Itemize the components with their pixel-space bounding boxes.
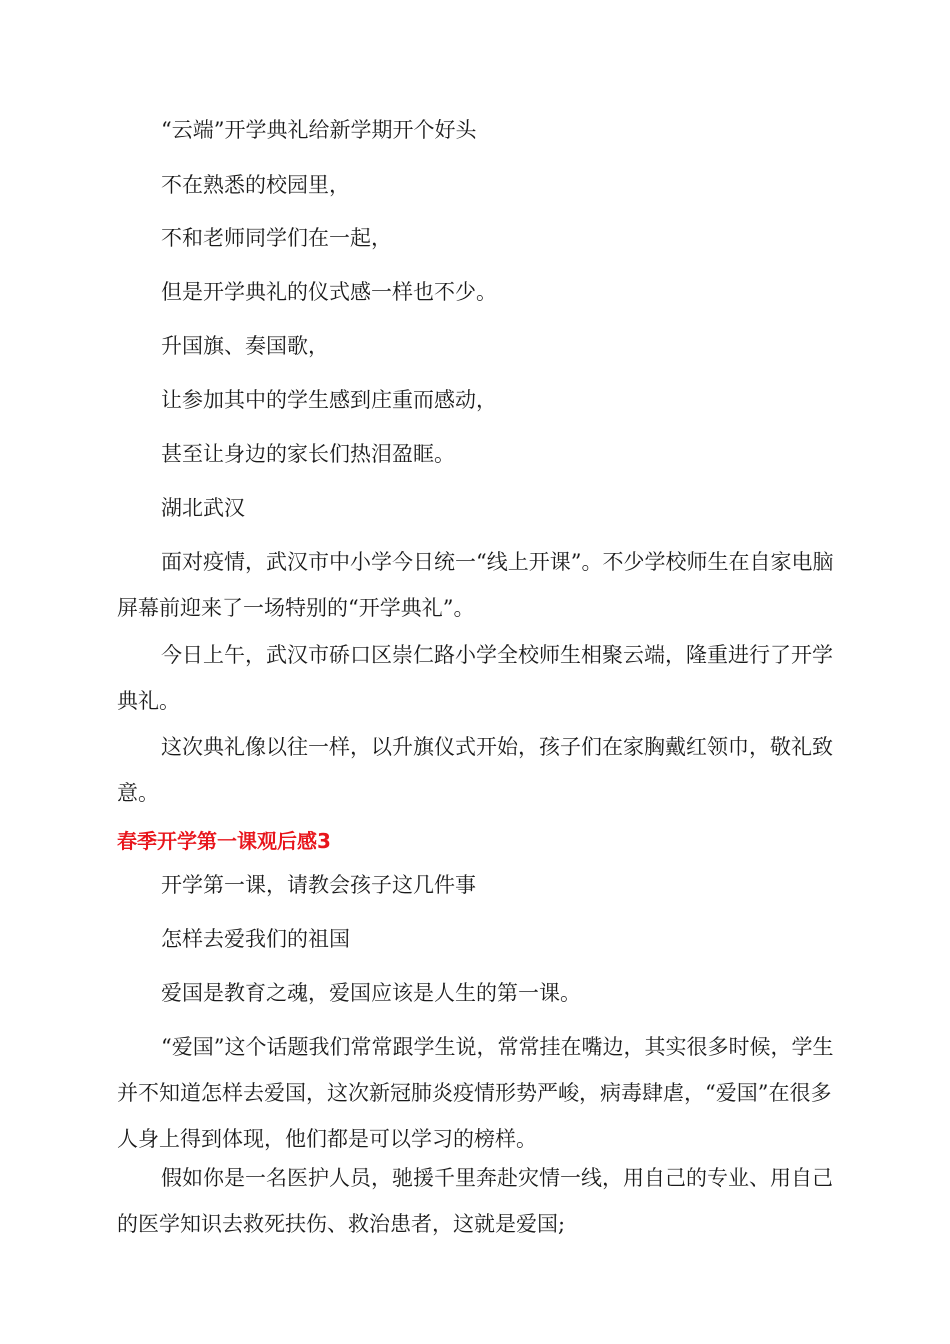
paragraph: 不在熟悉的校园里， [161, 173, 350, 197]
paragraph: 假如你是一名医护人员，驰援千里奔赴灾情一线，用自己的专业、用自己的医学知识去救死扶伤、救治患者，这就是爱国; [117, 1166, 833, 1236]
paragraph: 开学第一课，请教会孩子这几件事 [161, 873, 476, 897]
paragraph: 面对疫情，武汉市中小学今日统一“线上开课”。不少学校师生在自家电脑屏幕前迎来了一场特别的“开学典礼”。 [117, 550, 834, 620]
paragraph: 湖北武汉 [161, 496, 245, 520]
paragraph: 爱国是教育之魂，爱国应该是人生的第一课。 [161, 981, 581, 1005]
paragraph: 让参加其中的学生感到庄重而感动， [161, 388, 497, 412]
paragraph: 这次典礼像以往一样，以升旗仪式开始，孩子们在家胸戴红领巾，敬礼致意。 [117, 735, 833, 805]
section-heading: 春季开学第一课观后感3 [117, 829, 331, 853]
paragraph: 今日上午，武汉市硚口区崇仁路小学全校师生相聚云端，隆重进行了开学典礼。 [117, 643, 833, 713]
paragraph: 但是开学典礼的仪式感一样也不少。 [161, 280, 497, 304]
paragraph: “云端”开学典礼给新学期开个好头 [161, 118, 477, 142]
paragraph: “爱国”这个话题我们常常跟学生说，常常挂在嘴边，其实很多时候，学生并不知道怎样去爱国，这次新冠肺炎疫情形势严峻，病毒肆虐，“爱国”在很多人身上得到体现，他们都是可以学习的榜样。 [117, 1035, 834, 1151]
paragraph: 怎样去爱我们的祖国 [161, 927, 350, 951]
paragraph: 升国旗、奏国歌， [161, 334, 329, 358]
paragraph: 不和老师同学们在一起， [161, 226, 392, 250]
paragraph: 甚至让身边的家长们热泪盈眶。 [161, 442, 455, 466]
